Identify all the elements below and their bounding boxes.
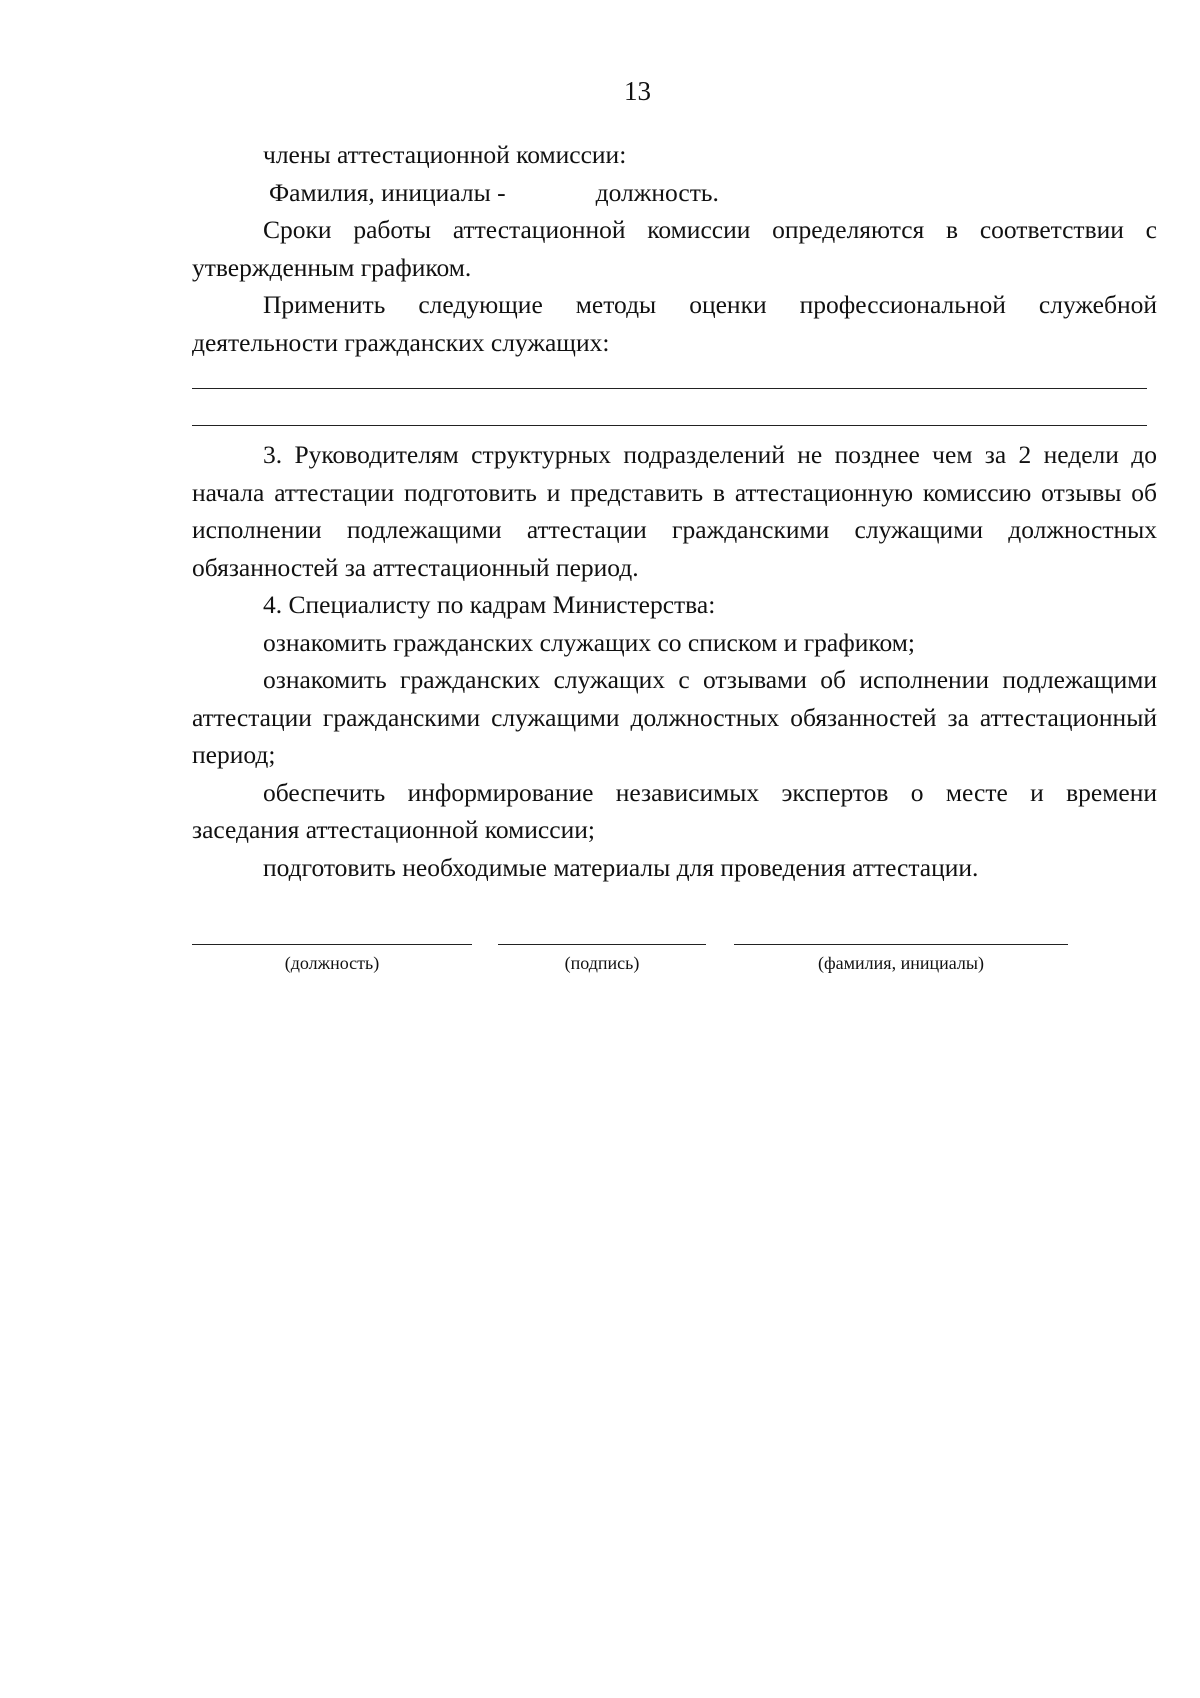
page-number: 13 bbox=[624, 76, 651, 106]
members-fio-line bbox=[192, 174, 1157, 212]
signature-sign-caption: (подпись) bbox=[564, 953, 640, 973]
item-3-paragraph: 3. Руководителям структурных подразделений не позднее чем за 2 недели до начала аттестации подготовить и представить в аттестационную комиссию отзывы об исполнении подлежащими аттестации гражданскими служащими должностных обязанностей за аттестационный период. bbox=[192, 440, 1157, 582]
position-label: должность. bbox=[595, 177, 719, 207]
fio-label: Фамилия, инициалы - bbox=[269, 177, 506, 207]
signature-position-caption: (должность) bbox=[284, 953, 380, 973]
terms-paragraph: Сроки работы аттестационной комиссии определяются в соответствии с утвержденным графиком. bbox=[192, 215, 1157, 282]
item-4-line-4: подготовить необходимые материалы для проведения аттестации. bbox=[263, 852, 979, 882]
methods-blank-line-1 bbox=[192, 361, 1157, 399]
signature-name-column bbox=[734, 944, 1068, 974]
signature-sign-column bbox=[498, 944, 706, 974]
signature-block bbox=[192, 944, 1092, 1004]
item-4-line-1: ознакомить гражданских служащих со списком и графиком; bbox=[263, 627, 915, 657]
members-heading: члены аттестационной комиссии: bbox=[263, 140, 627, 169]
item-4-heading: 4. Специалисту по кадрам Министерства: bbox=[263, 590, 716, 619]
methods-blank-line-2 bbox=[192, 399, 1157, 437]
signature-name-caption: (фамилия, инициалы) bbox=[818, 953, 984, 973]
signature-name-line bbox=[734, 944, 1068, 945]
methods-paragraph: Применить следующие методы оценки профессиональной служебной деятельности гражданских служащих: bbox=[192, 290, 1157, 357]
item-4-line-3: обеспечить информирование независимых экспертов о месте и времени заседания аттестационной комиссии; bbox=[192, 777, 1157, 844]
item-4-line-2: ознакомить гражданских служащих с отзывами об исполнении подлежащими аттестации гражданскими служащими должностных обязанностей за аттестационный период; bbox=[192, 665, 1157, 769]
signature-position-line bbox=[192, 944, 472, 945]
signature-position-column bbox=[192, 944, 472, 974]
signature-sign-line bbox=[498, 944, 706, 945]
document-body bbox=[192, 136, 1157, 886]
